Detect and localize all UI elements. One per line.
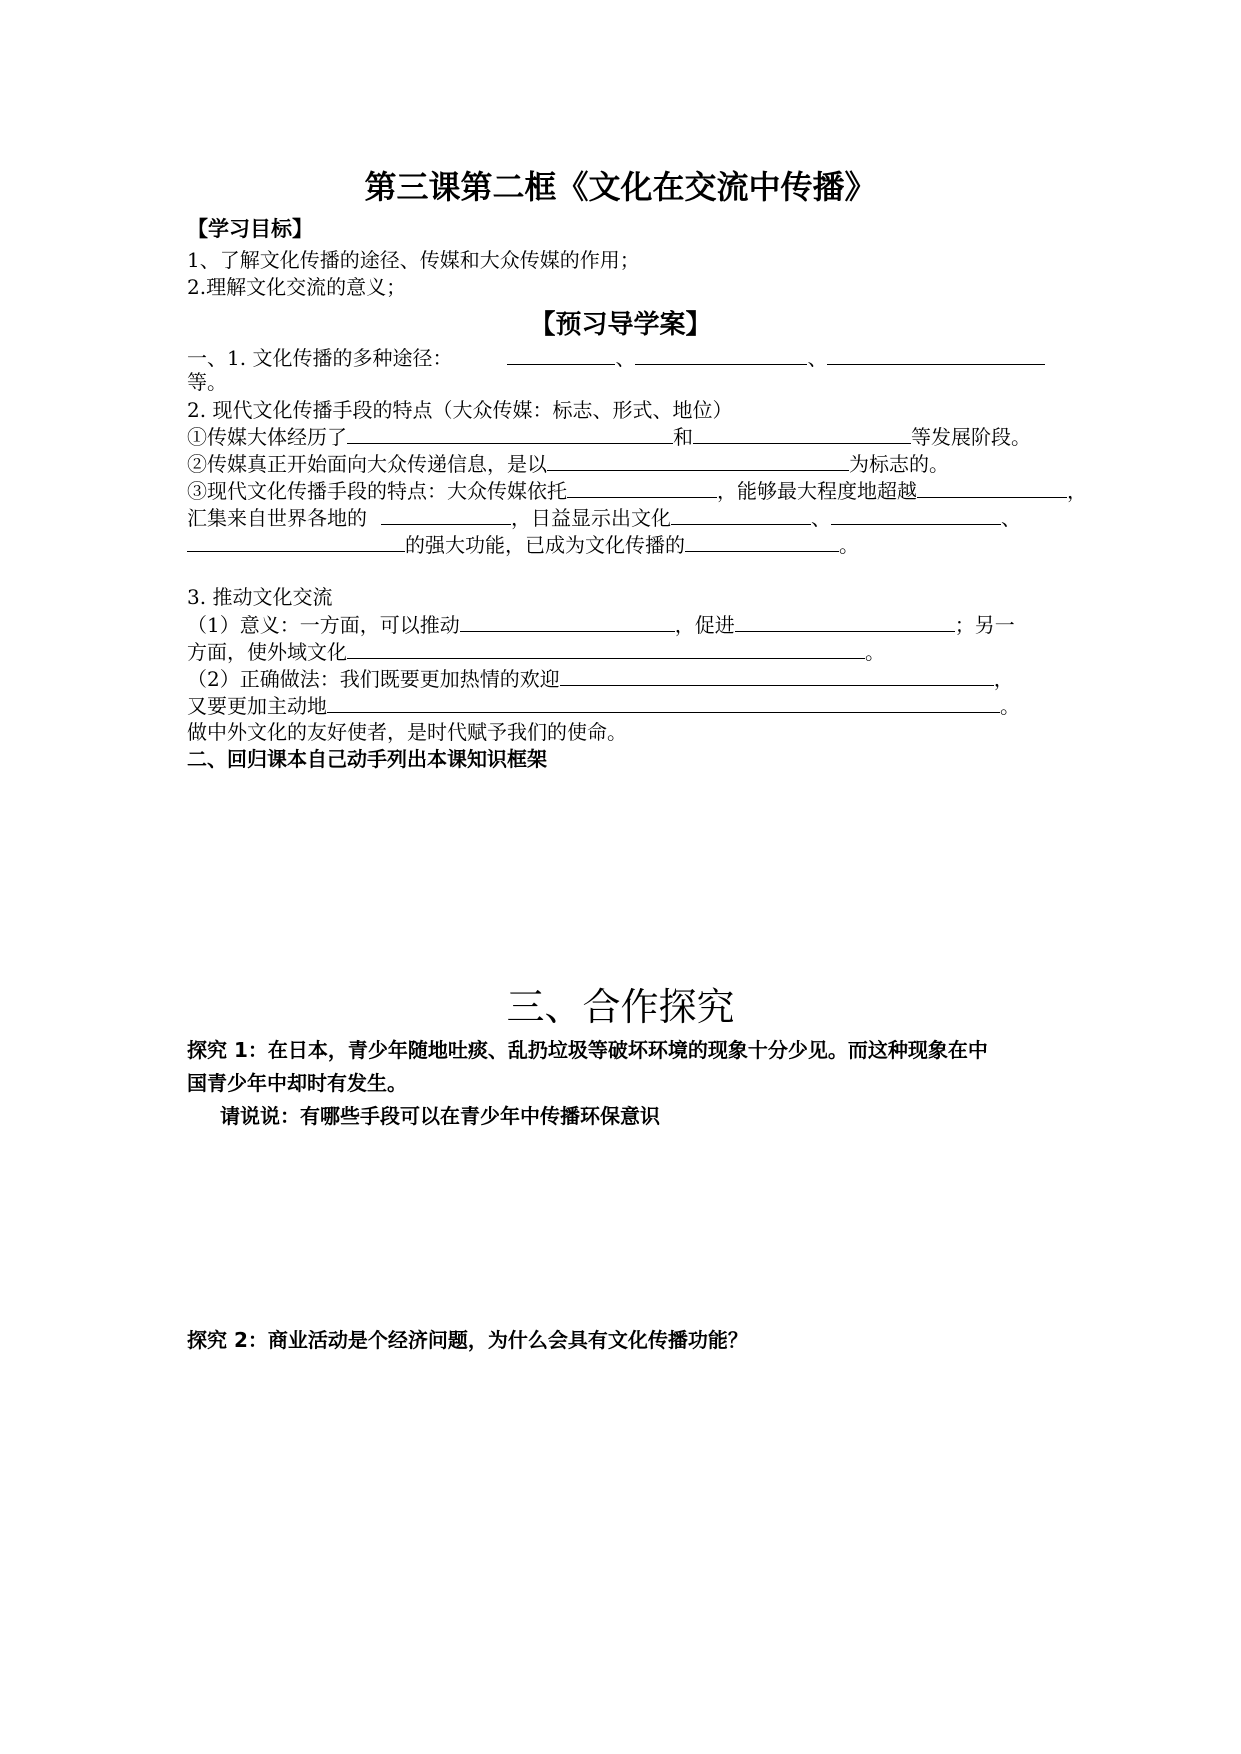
answer-blank bbox=[917, 477, 1067, 498]
question-2: 2. 现代文化传播手段的特点（大众传媒：标志、形式、地位） bbox=[187, 398, 733, 422]
question-3-1-line-1 bbox=[187, 611, 1015, 638]
question-3-2-line-2 bbox=[187, 692, 1020, 719]
answer-blank bbox=[560, 665, 994, 686]
question-3-2-line-1 bbox=[187, 665, 1014, 692]
question-2c-line2-mid: ，日益显示出文化 bbox=[511, 506, 671, 530]
objectives-heading: 【学习目标】 bbox=[187, 217, 313, 241]
answer-blank bbox=[347, 423, 673, 444]
separator: 、 bbox=[811, 506, 831, 530]
answer-blank bbox=[635, 344, 807, 365]
question-1-line bbox=[187, 344, 1045, 371]
question-2c-line2-prefix: 汇集来自世界各地的 bbox=[187, 506, 367, 530]
period: 。 bbox=[839, 533, 859, 557]
answer-blank bbox=[547, 450, 849, 471]
answer-blank bbox=[327, 692, 1000, 713]
answer-blank bbox=[827, 344, 1045, 365]
question-3-2-prefix: （2）正确做法：我们既要更加热情的欢迎 bbox=[187, 667, 560, 691]
explore-1-line-1: 探究 1：在日本，青少年随地吐痰、乱扔垃圾等破坏环境的现象十分少见。而这种现象在中 bbox=[187, 1038, 988, 1062]
question-2c-prefix: ③现代文化传播手段的特点：大众传媒依托 bbox=[187, 479, 567, 503]
question-3-2-line2-prefix: 又要更加主动地 bbox=[187, 694, 327, 718]
question-2b-suffix: 为标志的。 bbox=[849, 452, 949, 476]
question-2b-prefix: ②传媒真正开始面向大众传递信息，是以 bbox=[187, 452, 547, 476]
explore-1-line-2: 国青少年中却时有发生。 bbox=[187, 1071, 407, 1095]
question-3-1-prefix: （1）意义：一方面，可以推动 bbox=[187, 613, 460, 637]
answer-blank bbox=[381, 504, 511, 525]
answer-blank bbox=[671, 504, 811, 525]
cooperate-heading: 三、合作探究 bbox=[506, 985, 735, 1029]
question-1-tail: 等。 bbox=[187, 370, 227, 394]
separator: 、 bbox=[1001, 506, 1021, 530]
explore-2: 探究 2：商业活动是个经济问题，为什么会具有文化传播功能？ bbox=[187, 1328, 748, 1352]
part-two-heading: 二、回归课本自己动手列出本课知识框架 bbox=[187, 747, 547, 771]
question-2c-line3-mid: 的强大功能，已成为文化传播的 bbox=[405, 533, 685, 557]
question-2a-prefix: ①传媒大体经历了 bbox=[187, 425, 347, 449]
comma: ， bbox=[993, 667, 1014, 691]
question-3-1-line-2 bbox=[187, 638, 885, 665]
answer-blank bbox=[831, 504, 1001, 525]
separator: 、 bbox=[807, 346, 828, 370]
answer-blank bbox=[685, 531, 839, 552]
question-2c-line-1 bbox=[187, 477, 1087, 504]
question-2b-line bbox=[187, 450, 949, 477]
answer-blank bbox=[567, 477, 717, 498]
answer-blank bbox=[460, 611, 675, 632]
question-3-1-mid: ，促进 bbox=[674, 613, 735, 637]
question-2a-line bbox=[187, 423, 1031, 450]
page-title: 第三课第二框《文化在交流中传播》 bbox=[364, 168, 877, 206]
comma: ， bbox=[1067, 479, 1087, 503]
question-2a-mid: 和 bbox=[673, 425, 693, 449]
question-3-1-line2-prefix: 方面，使外域文化 bbox=[187, 640, 347, 664]
question-3-2-line-3: 做中外文化的友好使者，是时代赋予我们的使命。 bbox=[187, 720, 627, 744]
question-2c-line-2 bbox=[187, 504, 1021, 531]
answer-blank bbox=[735, 611, 955, 632]
objective-item-2: 2.理解文化交流的意义； bbox=[187, 275, 407, 299]
objective-item-1: 1、了解文化传播的途径、传媒和大众传媒的作用； bbox=[187, 248, 640, 272]
answer-blank bbox=[507, 344, 615, 365]
period: 。 bbox=[1000, 694, 1020, 718]
answer-blank bbox=[347, 638, 865, 659]
question-3: 3. 推动文化交流 bbox=[187, 585, 333, 609]
separator: 、 bbox=[615, 346, 636, 370]
question-1-prefix: 一、1. 文化传播的多种途径： bbox=[187, 346, 453, 370]
question-2c-line-3 bbox=[187, 531, 859, 558]
period: 。 bbox=[865, 640, 885, 664]
question-3-1-suffix: ；另一 bbox=[954, 613, 1015, 637]
question-2a-suffix: 等发展阶段。 bbox=[911, 425, 1031, 449]
question-2c-mid: ，能够最大程度地超越 bbox=[717, 479, 917, 503]
explore-1-prompt: 请说说：有哪些手段可以在青少年中传播环保意识 bbox=[220, 1104, 660, 1128]
answer-blank bbox=[693, 423, 911, 444]
preview-heading: 【预习导学案】 bbox=[529, 310, 712, 340]
answer-blank bbox=[187, 531, 405, 552]
